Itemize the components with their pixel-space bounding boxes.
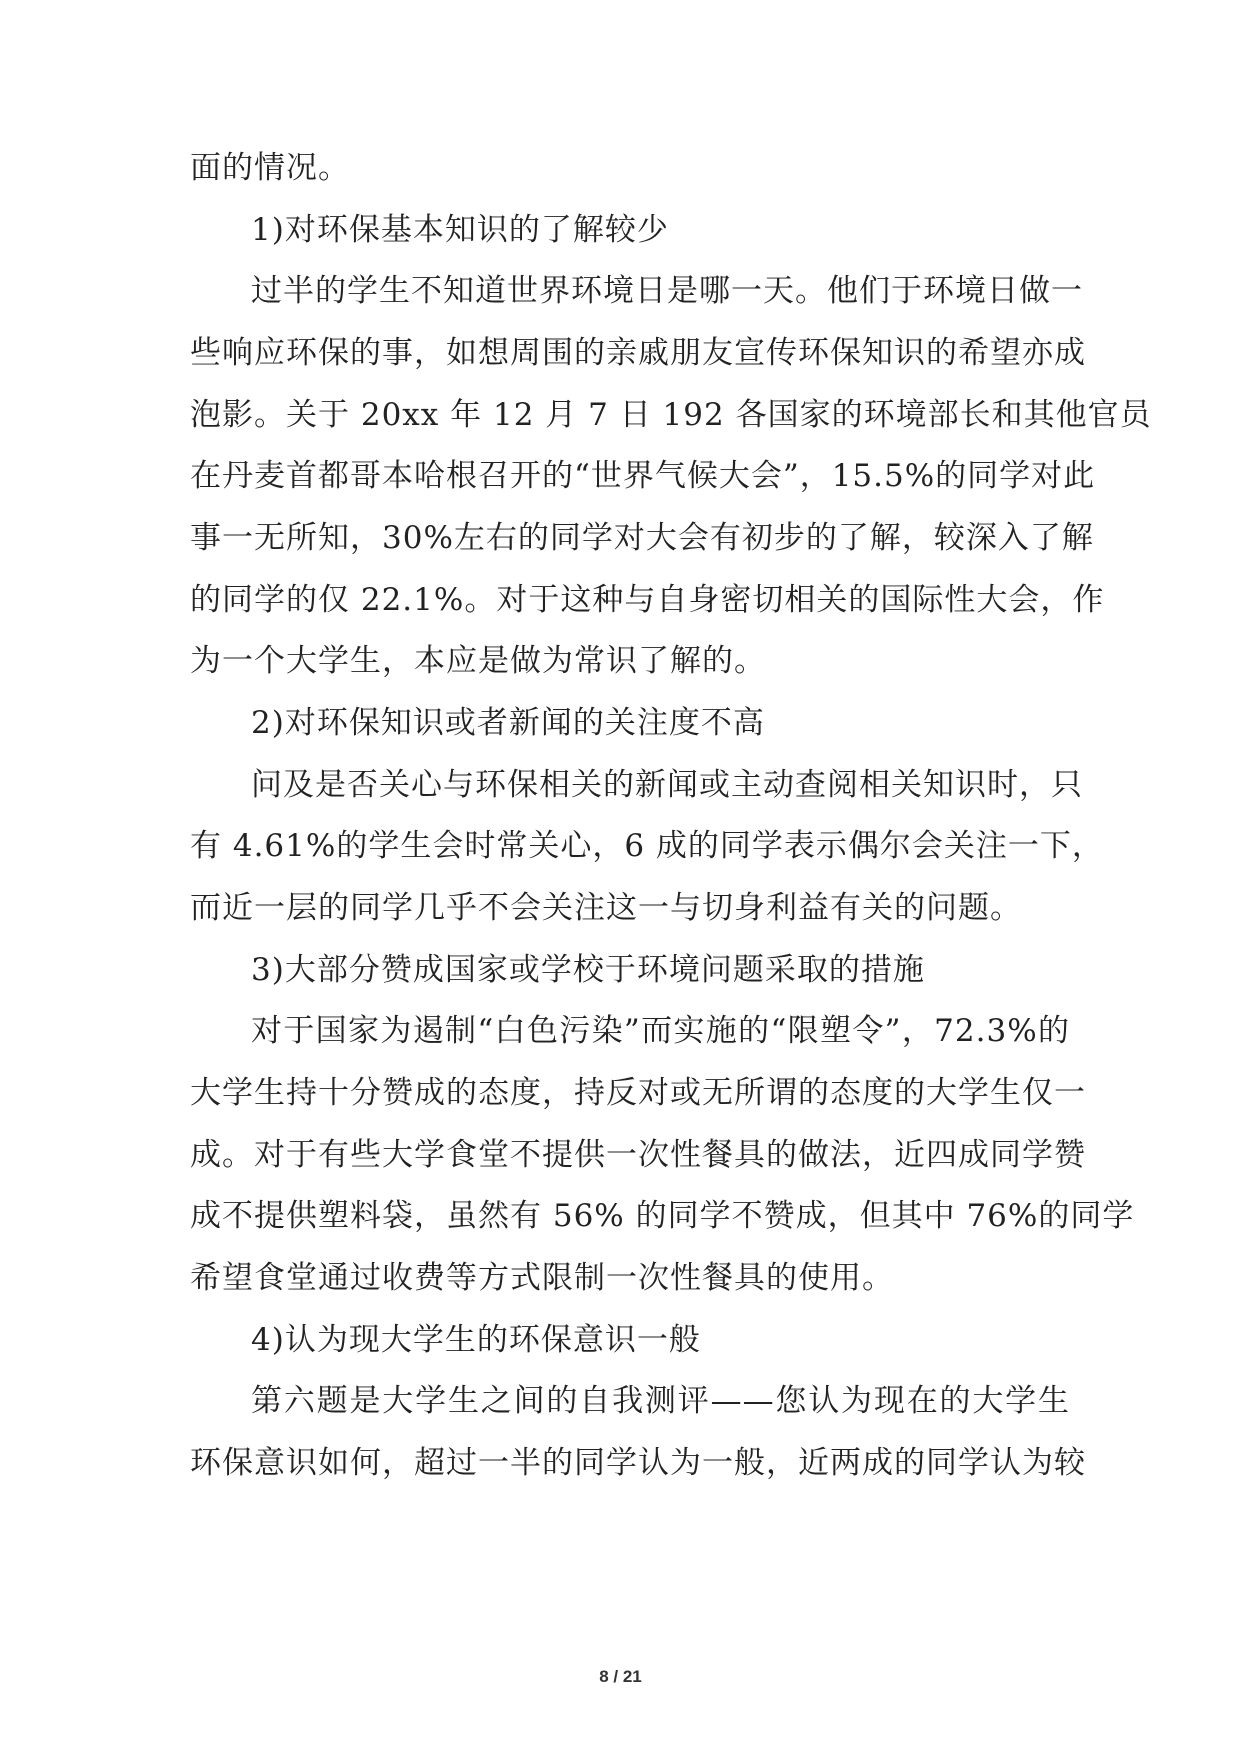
section-heading: 2)对环保知识或者新闻的关注度不高 [251,705,765,741]
text-line: 大学生持十分赞成的态度，持反对或无所谓的态度的大学生仅一 [190,1075,1086,1111]
text-line: 面的情况。 [190,150,350,186]
text-line: 为一个大学生，本应是做为常识了解的。 [190,643,766,679]
section-heading: 1)对环保基本知识的了解较少 [251,212,669,248]
text-line: 而近一层的同学几乎不会关注这一与切身利益有关的问题。 [190,890,1022,926]
text-line: 些响应环保的事，如想周围的亲戚朋友宣传环保知识的希望亦成 [190,335,1086,371]
text-line: 希望食堂通过收费等方式限制一次性餐具的使用。 [190,1260,894,1296]
text-line: 的同学的仅 22.1%。对于这种与自身密切相关的国际性大会，作 [190,582,1105,618]
text-line: 成。对于有些大学食堂不提供一次性餐具的做法，近四成同学赞 [190,1137,1086,1173]
text-line: 问及是否关心与环保相关的新闻或主动查阅相关知识时，只 [251,767,1083,803]
text-line: 成不提供塑料袋，虽然有 56% 的同学不赞成，但其中 76%的同学 [190,1198,1135,1234]
text-line: 泡影。关于 20xx 年 12 月 7 日 192 各国家的环境部长和其他官员 [190,397,1152,433]
section-heading: 4)认为现大学生的环保意识一般 [251,1322,701,1358]
text-line: 第六题是大学生之间的自我测评——您认为现在的大学生 [251,1383,1070,1419]
text-line: 对于国家为遏制“白色污染”而实施的“限塑令”，72.3%的 [251,1013,1070,1049]
section-heading: 3)大部分赞成国家或学校于环境问题采取的措施 [251,952,925,988]
text-line: 环保意识如何，超过一半的同学认为一般，近两成的同学认为较 [190,1445,1086,1481]
text-line: 有 4.61%的学生会时常关心，6 成的同学表示偶尔会关注一下， [190,828,1104,864]
text-line: 过半的学生不知道世界环境日是哪一天。他们于环境日做一 [251,273,1083,309]
page-number: 8 / 21 [599,1667,642,1686]
text-line: 事一无所知，30%左右的同学对大会有初步的了解，较深入了解 [190,520,1094,556]
text-line: 在丹麦首都哥本哈根召开的“世界气候大会”，15.5%的同学对此 [190,458,1096,494]
